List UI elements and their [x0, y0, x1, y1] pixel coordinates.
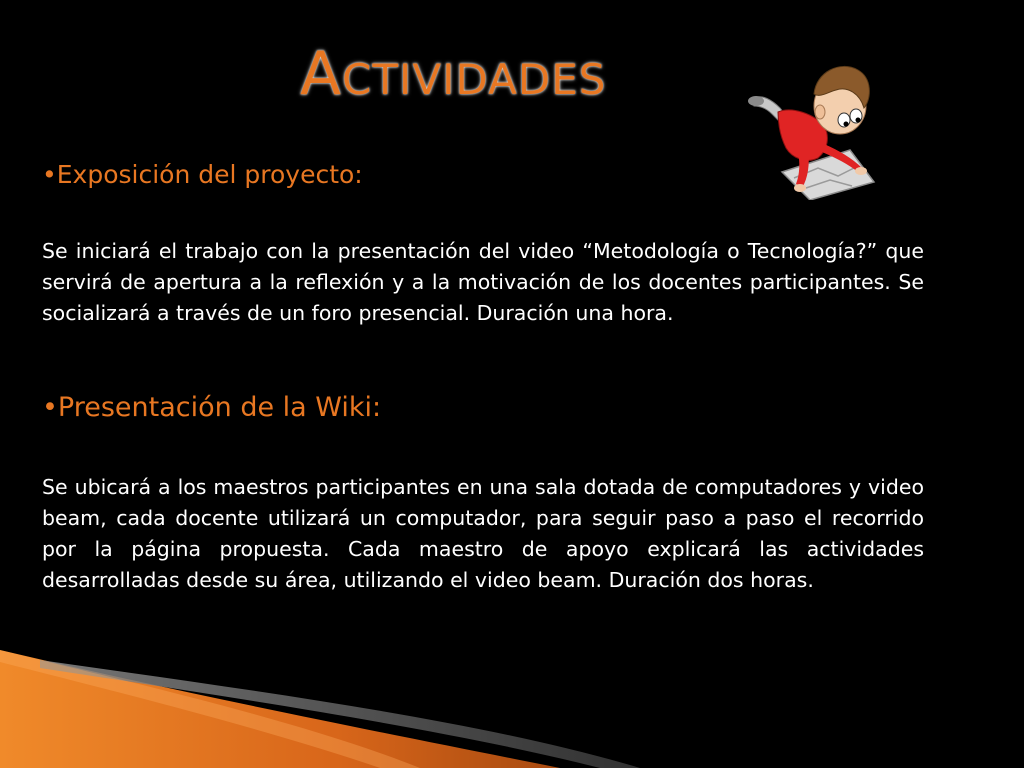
- section-heading-exposicion: •Exposición del proyecto:: [42, 160, 363, 189]
- boy-reading-map-icon: [748, 54, 878, 200]
- section-body-exposicion: Se iniciará el trabajo con la presentación del video “Metodología o Tecnología?” que servirá de apertura a la reflexión y a la motivación de los docentes participantes. Se socializará a través de un foro presencial. Duración una hora.: [42, 239, 924, 325]
- section-heading-presentacion: •Presentación de la Wiki:: [42, 392, 382, 423]
- slide-title: Actividades: [300, 39, 607, 109]
- section-body-presentacion: Se ubicará a los maestros participantes en una sala dotada de computadores y video beam, cada docente utilizará un computador, para seguir paso a paso el recorrido por la página propuesta. Cada maestro de apoyo explicará las actividades desarrolladas desde su área, utilizando el video beam. Duración dos horas.: [42, 475, 924, 592]
